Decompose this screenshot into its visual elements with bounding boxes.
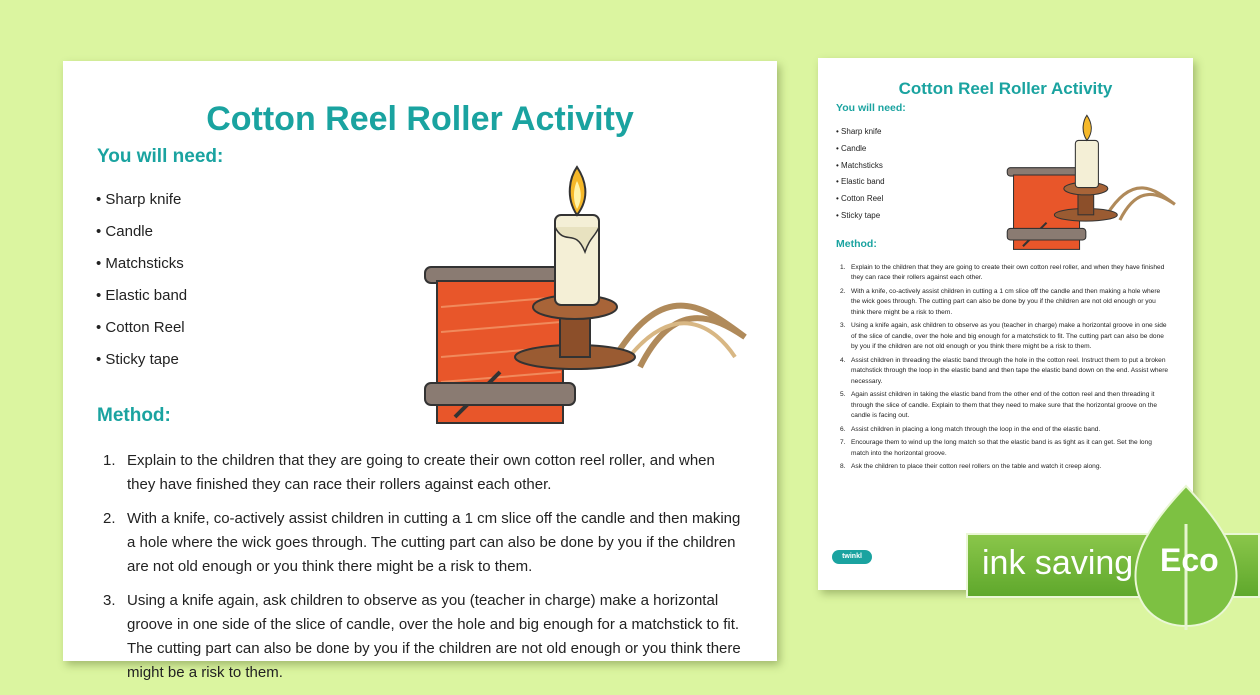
list-item: • Elastic band — [96, 287, 188, 304]
eco-label: Eco — [1160, 542, 1219, 578]
worksheet-preview-large — [63, 61, 777, 681]
method-steps — [840, 263, 1170, 476]
list-item: • Sharp knife — [836, 127, 882, 136]
list-item: • Matchsticks — [96, 255, 184, 272]
list-item: 6. Assist children in placing a long match through the loop in the end of the elastic band. — [840, 425, 1101, 433]
page-title: Cotton Reel Roller Activity — [206, 100, 634, 138]
list-item: • Cotton Reel — [96, 319, 185, 336]
materials-heading: You will need: — [97, 146, 224, 167]
cotton-reel-candle-illustration — [415, 157, 749, 405]
list-item: 3. Using a knife again, ask children to observe as you (teacher in charge) make a horizontal groove in one side of the slice of candle, over the hole and big enough for a matchstick to fit. The cutting part can also be done by you if the children are not old enough or you think there might be a risk to them. — [840, 322, 1167, 351]
method-steps — [103, 449, 743, 695]
list-item: • Cotton Reel — [836, 194, 884, 204]
twinkl-logo: twinkl — [832, 550, 872, 564]
list-item: 7. Encourage them to wind up the long match so that the elastic band is as tight as it can get. Set the long match into the horizontal groove. — [840, 439, 1152, 457]
materials-list — [96, 191, 187, 383]
materials-list — [836, 127, 885, 228]
ink-saving-label: ink saving — [982, 544, 1134, 582]
list-item: 3. Using a knife again, ask children to observe as you (teacher in charge) make a horizontal groove in one side of the slice of candle, over the hole and big enough for a matchstick to fit. The cutting part can also be done by you if the children are not old enough or you think there might be a risk to them. — [103, 592, 741, 681]
list-item: 4. Assist children in threading the elastic band through the hole in the cotton reel. Instruct them to put a broken matchstick through the loop in the elastic band and then tape the elastic band down on the end. Assist where necessary. — [840, 356, 1169, 385]
list-item: 1. Explain to the children that they are going to create their own cotton reel roller, and when they have finished they can race their rollers against each other. — [840, 264, 1165, 282]
list-item: • Sharp knife — [96, 191, 182, 208]
page-title: Cotton Reel Roller Activity — [898, 79, 1113, 98]
cotton-reel-candle-illustration — [1002, 110, 1177, 240]
list-item: 1. Explain to the children that they are going to create their own cotton reel roller, and when they have finished they can race their rollers against each other. — [103, 452, 715, 493]
list-item: • Sticky tape — [96, 351, 179, 368]
materials-heading: You will need: — [836, 102, 906, 114]
list-item: • Candle — [96, 223, 153, 240]
eco-ink-saving-badge — [966, 484, 1260, 630]
list-item: 5. Again assist children in taking the elastic band from the other end of the cotton reel and then threading it through the slice of candle. Explain to them that they need to make sure that the horizontal groove on the candle is facing out. — [840, 391, 1158, 420]
list-item: • Elastic band — [836, 177, 885, 187]
list-item: • Sticky tape — [836, 210, 881, 220]
list-item: 8. Ask the children to place their cotton reel rollers on the table and watch it creep along. — [840, 463, 1102, 471]
list-item: • Candle — [836, 143, 867, 153]
method-heading: Method: — [97, 405, 171, 426]
method-heading: Method: — [836, 238, 877, 250]
list-item: 2. With a knife, co-actively assist children in cutting a 1 cm slice off the candle and then making a hole where the wick goes through. The cutting part can also be done by you if the children are not old enough or you think there might be a risk to them. — [103, 510, 741, 575]
list-item: • Matchsticks — [836, 160, 883, 170]
list-item: 2. With a knife, co-actively assist children in cutting a 1 cm slice off the candle and then making a hole where the wick goes through. The cutting part can also be done by you if the children are not old enough or you think there might be a risk to them. — [840, 288, 1161, 316]
